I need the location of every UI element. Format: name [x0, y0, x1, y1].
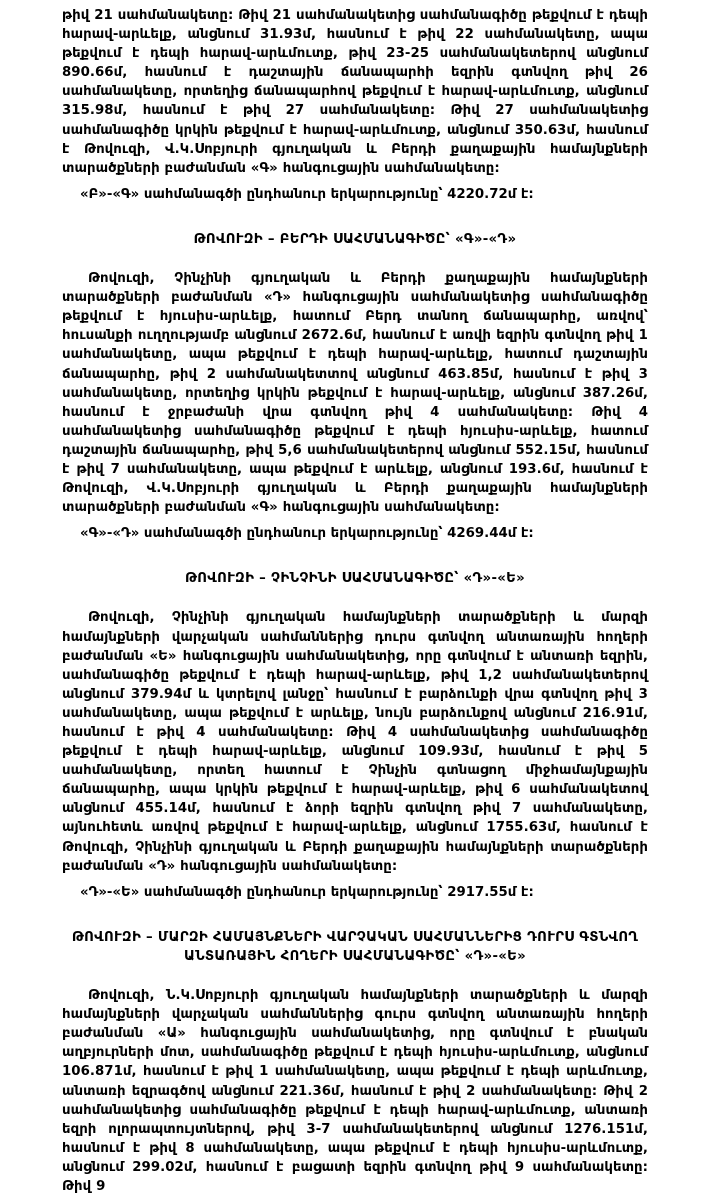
paragraph-section-d-e: Թովուզի, Չինչինի գյուղական համայնքների տարածքների և մարզի համայնքների վարչական սահմաններից դուրս գտնվող անտառային հողերի բաժանման «Ե» հանգուցային սահմանակետից, որը գտնվում է անտառի եզրին, սահմանագիծը թեքվում է դեպի հարավ-արևելք, թիվ 1,2 սահմանակետերով անցնում 379.94մ և կտրելով լանջը՝ հասնում է բարձունքի վրա գտնվող թիվ 3 սահմանակետը, ապա թեքվում է արևելք, նույն բարձունքով անցնում 216.91մ, հասնում է թիվ 4 սահմանակետը: Թիվ 4 սահմանակետից սահմանագիծը թեքվում է դեպի հարավ-արևելք, անցնում 109.93մ, հասնում է թիվ 5 սահմանակետը, որտեղ հատում է Չինչին գտնացող միջհամայնքային ճանապարհը, ապա կրկին թեքվում է հարավ-արևելք, թիվ 6 սահմանակետով անցնում 455.14մ, հասնում է ձորի եզրին գտնվող թիվ 7 սահմանակետը, այնուհետև առվով թեքվում է հարավ-արևելք, անցնում 1755.63մ, հասնում է Թովուզի, Չինչինի գյուղական և Բերդի քաղաքային համայնքների տարածքների բաժանման «Դ» հանգուցային սահմանակետը:: [62, 610, 648, 874]
total-length-g-d: «Գ»-«Դ» սահմանագծի ընդհանուր երկարությունը՝ 4269.44մ է:: [80, 526, 534, 542]
spacer: [62, 876, 648, 883]
spacer: [62, 517, 648, 524]
section-heading-line: ԹՈՎՈՒԶԻ – ԲԵՐԴԻ ՍԱՀՄԱՆԱԳԻԾԸ՝ «Գ»-«Դ»: [193, 231, 517, 247]
section-heading-line: ԹՈՎՈՒԶԻ – ՉԻՆՉԻՆԻ ՍԱՀՄԱՆԱԳԻԾԸ՝ «Դ»-«Ե»: [184, 571, 526, 587]
paragraph-section-a-forest: Թովուզի, Ն.Կ.Սոբյուրի գյուղական համայնքների տարածքների և մարզի համայնքների վարչական սահմաններից գուրս գտնվող անտառային հողերի բաժանման «Ա» հանգուցային սահմանակետից, որը գտնվում է բնական աղբյուրների մոտ, սահմանագիծը թեքվում է դեպի հյուսիս-արևմուտք, անցնում 106.871մ, հասնում է թիվ 1 սահմանակետը, ապա թեքվում է դեպի արևմուտք, անտառի եզրագծով անցնում 221.36մ, հասնում է թիվ 2 սահմանակետը: Թիվ 2 սահմանակետից սահմանագիծը թեքվում է դեպի հարավ-արևմուտք, անտառի եզրի ոլորապտույտներով, թիվ 3-7 սահմանակետերով անցնում 1276.151մ, հասնում է թիվ 8 սահմանակետը, ապա թեքվում է դեպի հյուսիս-արևմուտք, անցնում 299.02մ, հասնում է բացատի եզրին գտնվող թիվ 9 սահմանակետը: Թիվ 9: [62, 988, 648, 1194]
spacer: [62, 902, 648, 928]
spacer: [62, 178, 648, 185]
section-heading-tovuz-chinchin: [62, 569, 648, 588]
spacer: [62, 966, 648, 986]
section-heading-tovuz-forest-lands: [62, 928, 648, 966]
paragraph-section-g-d: Թովուզի, Չինչինի գյուղական և Բերդի քաղաքային համայնքների տարածքների բաժանման «Դ» հանգուցային սահմանակետից սահմանագիծը թեքվում է հյուսիս-արևելք, հատում Բերդ տանող ճանապարհը, առվով՝ հուսանքի ուղղությամբ անցնում 2672.6մ, հասնում է առվի եզրին գտնվող թիվ 1 սահմանակետը, ապա թեքվում է դեպի հարավ-արևելք, հատում դաշտային ճանապարհը, թիվ 2 սահմանակետտով անցնում 463.85մ, հասնում է թիվ 3 սահմանակետը, որտեղից կրկին թեքվում է հարավ-արևելք, անցնում 387.26մ, հասնում է ջրբաժանի վրա գտնվող թիվ 4 սահմանակետը: Թիվ 4 սահմանակետից սահմանագիծը թեքվում է դեպի հյուսիս-արևելք, հատում դաշտային ճանապարհը, թիվ 5,6 սահմանակետերով անցնում 552.15մ, հասնում է թիվ 7 սահմանակետը, ապա թեքվում է արևելք, անցնում 193.6մ, հասնում է Թովուզի, Վ.Կ.Սոբյուրի գյուղական և Բերդի քաղաքային համայնքների տարածքների բաժանման «Գ» հանգուցային սահմանակետը:: [62, 271, 648, 516]
paragraph-continued-section-b-g: թիվ 21 սահմանակետը: Թիվ 21 սահմանակետից սահմանագիծը թեքվում է դեպի հարավ-արևելք, անցնում 31.93մ, հասնում է թիվ 22 սահմանակետը, ապա թեքվում է դեպի հարավ-արևմուտք, թիվ 23-25 սահմանակետերով անցնում 890.66մ, հասնում է դաշտային ճանապարհի եզրին գտնվող թիվ 26 սահմանակետը, որտեղից ճանապարհով թեքվում է հարավ-արևմուտք, անցնում 315.98մ, հասնում է թիվ 27 սահմանակետը: Թիվ 27 սահմանակետից սահմանագիծը կրկին թեքվում է հարավ-արևմուտք, անցնում 350.63մ, հասնում է Թովուզի, Վ.Կ.Սոբյուրի գյուղական և Բերդի քաղաքային համայնքների տարածքների բաժանման «Գ» հանգուցային սահմանակետը:: [62, 8, 648, 176]
document-body: [62, 6, 648, 1196]
total-length-d-e: «Դ»-«Ե» սահմանագծի ընդհանուր երկարությունը՝ 2917.55մ է:: [80, 884, 534, 900]
spacer: [62, 204, 648, 230]
spacer: [62, 543, 648, 569]
spacer: [62, 249, 648, 269]
spacer: [62, 588, 648, 608]
section-heading-tovuz-berd: [62, 230, 648, 249]
section-heading-line-1: ԹՈՎՈՒԶԻ – ՄԱՐԶԻ ՀԱՄԱՅՆՔՆԵՐԻ ՎԱՐՉԱԿԱՆ ՍԱՀՄԱՆՆԵՐԻՑ ԴՈՒՐՍ ԳՏՆՎՈՂ: [71, 929, 639, 945]
total-length-b-g: «Բ»-«Գ» սահմանագծի ընդհանուր երկարությունը՝ 4220.72մ է:: [80, 186, 534, 202]
section-heading-line-2: ԱՆՏԱՌԱՅԻՆ ՀՈՂԵՐԻ ՍԱՀՄԱՆԱԳԻԾԸ՝ «Դ»-«Ե»: [183, 948, 527, 964]
